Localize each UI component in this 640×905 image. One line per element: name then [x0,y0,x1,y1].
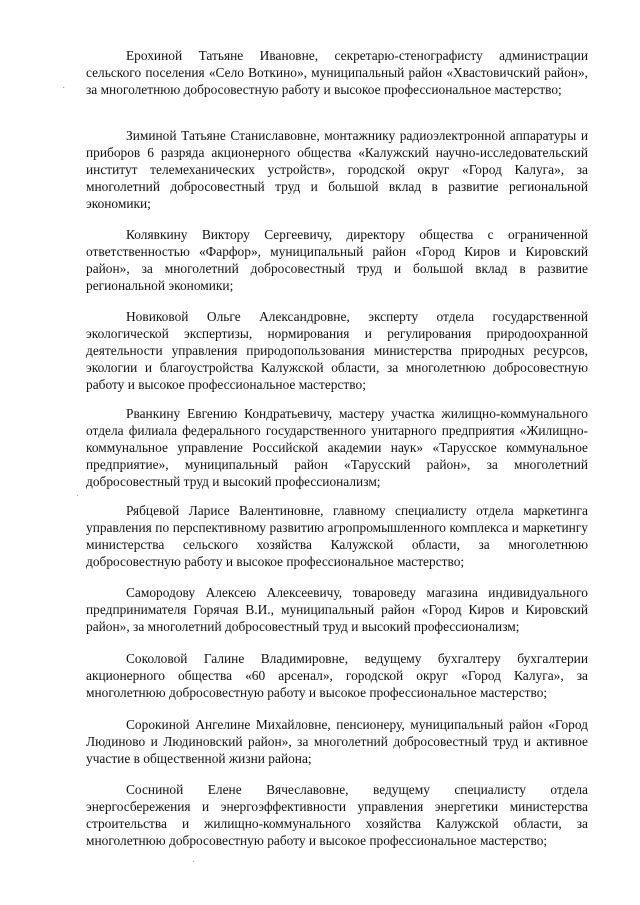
award-paragraph-sokolova: Соколовой Галине Владимировне, ведущему бухгалтеру бухгалтерии акционерного общества «60 арсенал», городской округ «Город Калуга», за многолетнюю добросовестную работу и высокое профессиональное мастерство; [86,651,588,700]
award-paragraph-erokhina: Ерохиной Татьяне Ивановне, секретарю-стенографисту администрации сельского поселения «Село Воткино», муниципальный район «Хвастовичский район», за многолетнюю добросовестную работу и высокое профессиональное мастерство; [86,48,588,97]
scan-speck: · [192,857,196,868]
award-paragraph-rvankin: Рванкину Евгению Кондратьевичу, мастеру участка жилищно-коммунального отдела филиала федерального государственного унитарного предприятия «Жилищно-коммунальное управление Российской академии наук» «Тарусское коммунальное предприятие», муниципальный район «Тарусский район», за многолетний добросовестный труд и высокий профессионализм; [86,406,588,489]
award-paragraph-novikova: Новиковой Ольге Александровне, эксперту отдела государственной экологической экспертизы, нормирования и регулирования природоохранной деятельности управления природопользования министерства природных ресурсов, экологии и благоустройства Калужской области, за многолетнюю добросовестную работу и высокое профессиональное мастерство; [86,309,588,392]
scan-speck: · [76,491,80,502]
award-paragraph-ryabtseva: Рябцевой Ларисе Валентиновне, главному специалисту отдела маркетинга управления по перспективному развитию агропромышленного комплекса и маркетингу министерства сельского хозяйства Калужской области, за многолетнюю добросовестную работу и высокое профессиональное мастерство; [86,503,588,569]
award-paragraph-sorokina: Сорокиной Ангелине Михайловне, пенсионеру, муниципальный район «Город Людиново и Людиновский район», за многолетний добросовестный труд и активное участие в общественной жизни района; [86,717,588,766]
award-paragraph-samorodov: Самородову Алексею Алексеевичу, товароведу магазина индивидуального предпринимателя Горячая В.И., муниципальный район «Город Киров и Кировский район», за многолетний добросовестный труд и высокий профессионализм; [86,585,588,634]
award-paragraph-zimina: Зиминой Татьяне Станиславовне, монтажнику радиоэлектронной аппаратуры и приборов 6 разряда акционерного общества «Калужский научно-исследовательский институт телемеханических устройств», городской округ «Город Калуга», за многолетний добросовестный труд и большой вклад в развитие региональной экономики; [86,128,588,211]
award-paragraph-sosnina: Сосниной Елене Вячеславовне, ведущему специалисту отдела энергосбережения и энергоэффективности управления энергетики министерства строительства и жилищно-коммунального хозяйства Калужской области, за многолетнюю добросовестную работу и высокое профессиональное мастерство; [86,782,588,848]
award-paragraph-kolyavkin: Колявкину Виктору Сергеевичу, директору общества с ограниченной ответственностью «Фарфор», муниципальный район «Город Киров и Кировский район», за многолетний добросовестный труд и большой вклад в развитие региональной экономики; [86,227,588,293]
scan-speck: · [62,83,66,94]
